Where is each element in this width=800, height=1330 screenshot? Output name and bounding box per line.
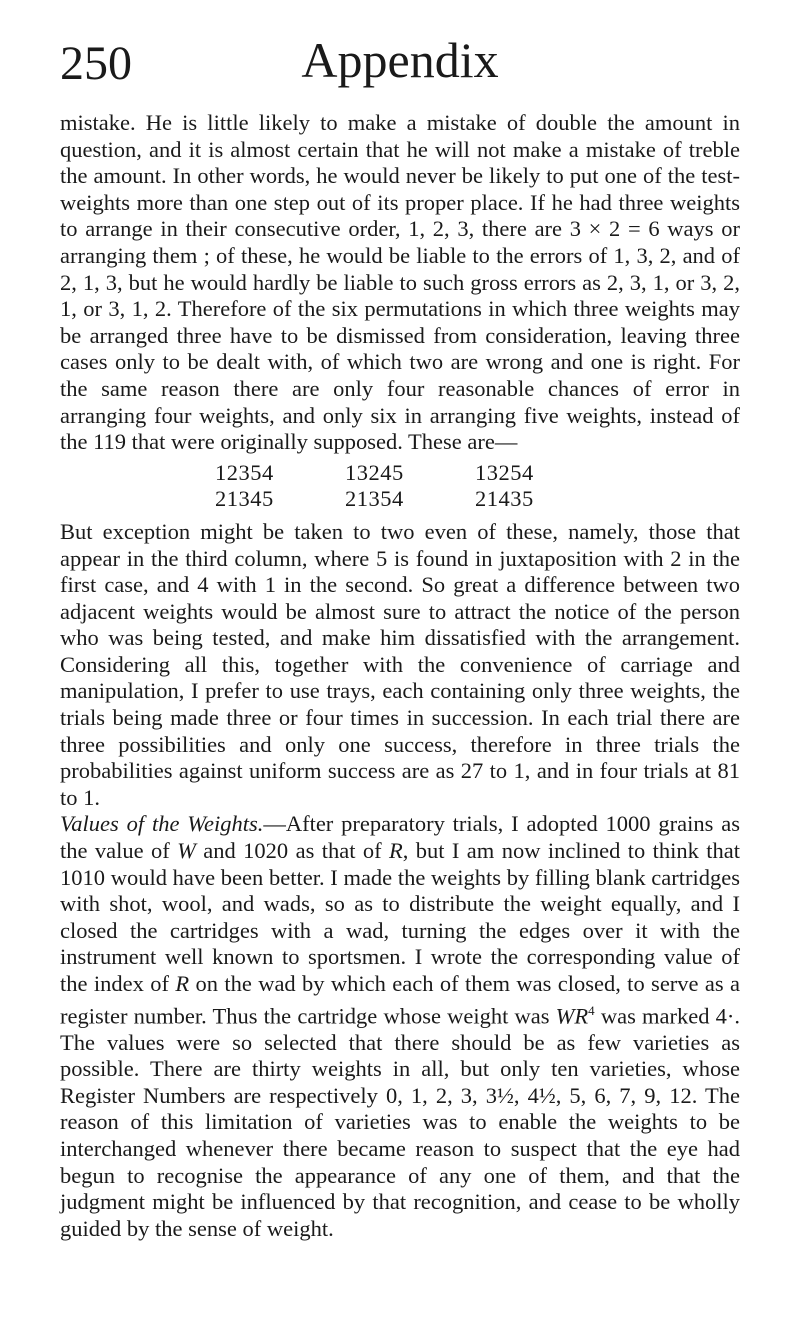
page-number: 250	[60, 37, 132, 90]
table-cell: 13245	[345, 459, 404, 485]
page-header	[60, 30, 740, 100]
table-cell: 21435	[475, 486, 534, 512]
permutation-table	[60, 460, 740, 513]
paragraph-1: mistake. He is little likely to make a mistake of double the amount in question, and it is almost certain that he will not make a mistake of treble the amount. In other words, he would never be likely to put one of the test-weights more than one step out of its proper place. If he had three weights to arrange in their consecutive order, 1, 2, 3, there are 3 × 2 = 6 ways or arranging them ; of these, he would be liable to the errors of 1, 3, 2, and of 2, 1, 3, but he would hardly be liable to such gross errors as 2, 3, 1, or 3, 2, 1, or 3, 1, 2. Therefore of the six permutations in which three weights may be arranged three have to be dismissed from consideration, leaving three cases only to be dealt with, of which two are wrong and one is right. For the same reason there are only four reasonable chances of error in arranging four weights, and only six in arranging five weights, instead of the 119 that were originally supposed. These are—	[60, 110, 740, 455]
paragraph-3-text-b: and 1020 as that of	[195, 838, 389, 864]
table-cell: 12354	[215, 459, 274, 485]
running-head: Appendix	[301, 32, 499, 88]
symbol-r-2: R	[175, 971, 190, 996]
table-cell: 21354	[345, 486, 404, 512]
symbol-wr: WR	[555, 1003, 589, 1029]
paragraph-2: But exception might be taken to two even of these, namely, those that appear in the third column, where 5 is found in juxtaposition with 2 in the first case, and 4 with 1 in the second. So great a difference between two adjacent weights would be almost sure to attract the notice of the person who was being tested, and make him dissatisfied with the arrangement. Considering all this, together with the convenience of carriage and manipulation, I prefer to use trays, each containing only three weights, the trials being made three or four times in succession. In each trial there are three possibilities and only one success, therefore in three trials the probabilities against uniform success are as 27 to 1, and in four trials at 81 to 1.	[60, 518, 740, 810]
paragraph-3-text-e: was marked 4·. The values were so selected that there should be as few varieties as possible. There are thirty weights in all, but only ten varieties, whose Register Numbers are respectively 0, 1, 2, 3, 3½, 4½, 5, 6, 7, 9, 12. The reason of this limitation of varieties was to enable the weights to be interchanged whenever there became reason to suspect that the eye had begun to recognise the appearance of any one of them, and that the judgment might be influenced by that recognition, and cease to be wholly guided by the sense of weight.	[60, 1003, 740, 1241]
symbol-r: R	[389, 838, 403, 864]
symbol-w: W	[177, 838, 196, 864]
paragraph-3-text-c: , but I am now inclined to think that 1010 would have been better. I made the weights by filling blank cartridges with shot, wool, and wads, so as to distribute the weight equally, and I closed the cartridges with a wad, turning the edges over it with the instrument well known to sportsmen. I wrote the corresponding value of the index of	[60, 838, 740, 996]
paragraph-3	[60, 811, 740, 1242]
table-row	[215, 460, 740, 487]
table-cell: 21345	[215, 486, 274, 512]
paragraph-3-text-a: —After preparatory trials, I adopted 1000 grains as the value of	[60, 811, 740, 864]
table-cell: 13254	[475, 459, 534, 485]
paragraph-3-text-d: on the wad by which each of them was closed, to serve as a register number. Thus the cartridge whose weight was	[60, 971, 741, 1029]
table-row	[215, 486, 740, 513]
symbol-wr-superscript: 4	[588, 1002, 595, 1018]
body-text	[60, 110, 740, 1242]
section-heading: Values of the Weights.	[60, 811, 264, 837]
